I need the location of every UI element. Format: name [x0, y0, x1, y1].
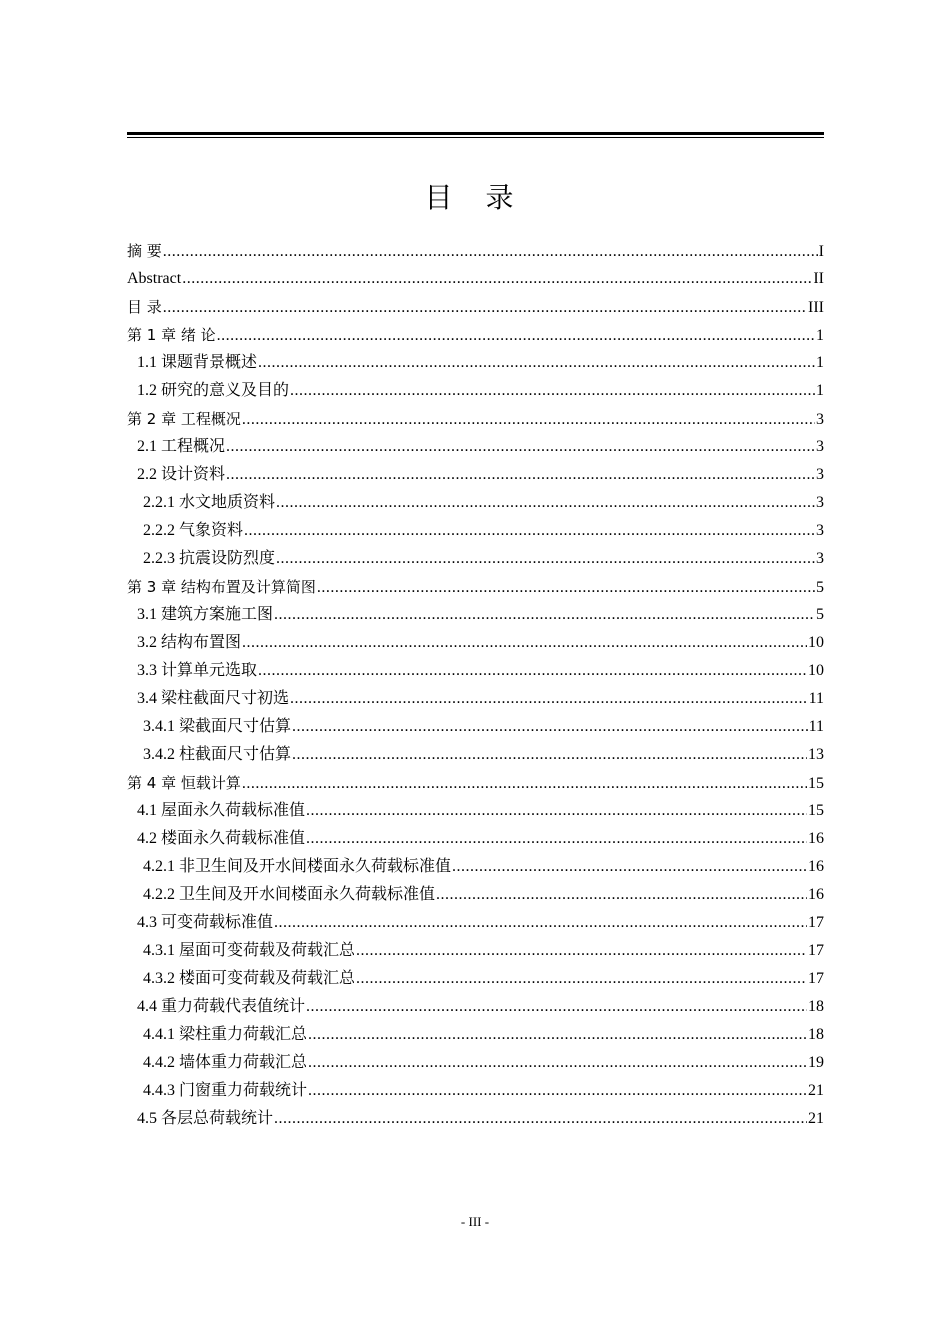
- table-of-contents: [127, 237, 824, 1133]
- toc-entry-page: 11: [808, 690, 824, 707]
- toc-entry-page: 17: [808, 970, 824, 987]
- toc-entry-page: 16: [808, 830, 824, 847]
- toc-dot-leader: [452, 853, 807, 881]
- toc-entry[interactable]: [127, 461, 824, 489]
- toc-entry[interactable]: [127, 349, 824, 377]
- toc-entry-label: 4.5 各层总荷载统计: [137, 1110, 274, 1127]
- toc-entry-page: I: [818, 243, 824, 260]
- toc-entry-label: 1.1 课题背景概述: [137, 354, 258, 371]
- toc-entry-label: 4.4.3 门窗重力荷载统计: [143, 1082, 308, 1099]
- toc-entry-label: 2.2.2 气象资料: [143, 522, 244, 539]
- toc-dot-leader: [308, 1049, 807, 1077]
- toc-entry-page: 18: [808, 1026, 824, 1043]
- toc-entry[interactable]: [127, 601, 824, 629]
- toc-dot-leader: [242, 406, 815, 434]
- toc-entry[interactable]: [127, 825, 824, 853]
- toc-entry[interactable]: [127, 657, 824, 685]
- toc-entry[interactable]: [127, 1049, 824, 1077]
- toc-entry[interactable]: [127, 741, 824, 769]
- toc-entry-label: 3.4.1 梁截面尺寸估算: [143, 718, 292, 735]
- toc-entry-label: Abstract: [127, 270, 182, 287]
- toc-entry[interactable]: [127, 769, 824, 797]
- toc-entry[interactable]: [127, 629, 824, 657]
- toc-dot-leader: [290, 685, 808, 713]
- toc-entry-page: 18: [808, 998, 824, 1015]
- toc-entry[interactable]: [127, 545, 824, 573]
- toc-entry[interactable]: [127, 797, 824, 825]
- toc-dot-leader: [242, 629, 807, 657]
- toc-dot-leader: [306, 993, 807, 1021]
- toc-dot-leader: [217, 322, 815, 350]
- toc-entry-page: 5: [816, 606, 824, 623]
- toc-entry-page: 15: [808, 775, 824, 792]
- toc-entry-label: 2.2.3 抗震设防烈度: [143, 550, 276, 567]
- toc-dot-leader: [306, 825, 807, 853]
- toc-entry-label: 3.3 计算单元选取: [137, 662, 258, 679]
- toc-entry-label: 目 录: [127, 298, 162, 316]
- toc-entry-label: 3.4 梁柱截面尺寸初选: [137, 690, 290, 707]
- toc-dot-leader: [182, 265, 812, 293]
- toc-entry[interactable]: [127, 853, 824, 881]
- toc-entry-label: 第 2 章 工程概况: [127, 410, 241, 428]
- toc-entry[interactable]: [127, 489, 824, 517]
- toc-entry[interactable]: [127, 965, 824, 993]
- toc-dot-leader: [274, 601, 815, 629]
- toc-dot-leader: [226, 461, 815, 489]
- toc-entry[interactable]: [127, 237, 824, 265]
- toc-entry[interactable]: [127, 573, 824, 601]
- toc-entry-page: 10: [808, 662, 824, 679]
- toc-entry-label: 4.2 楼面永久荷载标准值: [137, 830, 306, 847]
- toc-dot-leader: [258, 349, 815, 377]
- toc-entry-label: 4.2.1 非卫生间及开水间楼面永久荷载标准值: [143, 858, 452, 875]
- toc-entry[interactable]: [127, 993, 824, 1021]
- toc-dot-leader: [308, 1021, 807, 1049]
- toc-entry-page: 3: [816, 522, 824, 539]
- toc-dot-leader: [274, 1105, 807, 1133]
- toc-entry[interactable]: [127, 1021, 824, 1049]
- page-title: 目 录: [424, 181, 526, 214]
- toc-entry[interactable]: [127, 265, 824, 293]
- toc-dot-leader: [292, 713, 808, 741]
- toc-entry[interactable]: [127, 517, 824, 545]
- toc-entry-label: 2.2.1 水文地质资料: [143, 494, 276, 511]
- toc-entry-label: 4.4 重力荷载代表值统计: [137, 998, 306, 1015]
- toc-entry[interactable]: [127, 685, 824, 713]
- toc-entry-page: 1: [816, 382, 824, 399]
- toc-entry-page: 21: [808, 1110, 824, 1127]
- toc-entry-page: 16: [808, 858, 824, 875]
- toc-entry-page: 13: [808, 746, 824, 763]
- toc-entry-label: 第 3 章 结构布置及计算简图: [127, 578, 316, 596]
- toc-entry-label: 3.4.2 柱截面尺寸估算: [143, 746, 292, 763]
- toc-dot-leader: [356, 937, 807, 965]
- toc-entry[interactable]: [127, 293, 824, 321]
- toc-dot-leader: [276, 489, 815, 517]
- toc-dot-leader: [306, 797, 807, 825]
- toc-entry-label: 4.3.1 屋面可变荷载及荷载汇总: [143, 942, 356, 959]
- toc-entry-label: 4.2.2 卫生间及开水间楼面永久荷载标准值: [143, 886, 436, 903]
- toc-dot-leader: [274, 909, 807, 937]
- toc-entry[interactable]: [127, 433, 824, 461]
- toc-entry[interactable]: [127, 321, 824, 349]
- toc-entry-page: 3: [816, 550, 824, 567]
- toc-entry-label: 4.4.1 梁柱重力荷载汇总: [143, 1026, 308, 1043]
- toc-entry-label: 4.1 屋面永久荷载标准值: [137, 802, 306, 819]
- toc-entry-page: 15: [808, 802, 824, 819]
- toc-dot-leader: [317, 574, 815, 602]
- toc-dot-leader: [226, 433, 815, 461]
- header-rule-thin: [127, 137, 824, 138]
- toc-entry[interactable]: [127, 937, 824, 965]
- header-rule-thick: [127, 132, 824, 135]
- toc-entry[interactable]: [127, 377, 824, 405]
- toc-entry-label: 2.2 设计资料: [137, 466, 226, 483]
- toc-entry-page: 17: [808, 942, 824, 959]
- toc-entry-label: 3.1 建筑方案施工图: [137, 606, 274, 623]
- toc-entry-page: 3: [816, 494, 824, 511]
- toc-entry-page: 11: [808, 718, 824, 735]
- page-footer-number: - III -: [460, 1214, 490, 1229]
- toc-entry-page: 16: [808, 886, 824, 903]
- toc-entry[interactable]: [127, 405, 824, 433]
- toc-entry-page: 3: [816, 411, 824, 428]
- toc-entry-page: 21: [808, 1082, 824, 1099]
- toc-entry-page: II: [813, 270, 824, 287]
- toc-entry-page: 1: [816, 354, 824, 371]
- toc-entry-label: 4.3 可变荷载标准值: [137, 914, 274, 931]
- toc-dot-leader: [308, 1077, 807, 1105]
- toc-dot-leader: [276, 545, 815, 573]
- toc-dot-leader: [244, 517, 815, 545]
- toc-dot-leader: [290, 377, 815, 405]
- toc-entry-label: 4.3.2 楼面可变荷载及荷载汇总: [143, 970, 356, 987]
- toc-entry-label: 摘 要: [127, 242, 162, 260]
- toc-entry-label: 第 1 章 绪 论: [127, 326, 216, 344]
- toc-dot-leader: [163, 238, 818, 266]
- toc-entry[interactable]: [127, 1105, 824, 1133]
- toc-entry-page: 5: [816, 579, 824, 596]
- toc-dot-leader: [258, 657, 807, 685]
- toc-entry-label: 2.1 工程概况: [137, 438, 226, 455]
- toc-entry[interactable]: [127, 1077, 824, 1105]
- toc-dot-leader: [242, 770, 807, 798]
- toc-dot-leader: [356, 965, 807, 993]
- toc-entry-page: 1: [816, 327, 824, 344]
- toc-entry-page: 3: [816, 438, 824, 455]
- toc-dot-leader: [292, 741, 807, 769]
- toc-entry-page: 3: [816, 466, 824, 483]
- toc-entry-label: 3.2 结构布置图: [137, 634, 242, 651]
- toc-entry[interactable]: [127, 881, 824, 909]
- toc-entry-page: 17: [808, 914, 824, 931]
- toc-dot-leader: [163, 294, 807, 322]
- toc-entry[interactable]: [127, 909, 824, 937]
- toc-dot-leader: [436, 881, 807, 909]
- toc-entry[interactable]: [127, 713, 824, 741]
- toc-entry-page: 19: [808, 1054, 824, 1071]
- toc-entry-label: 4.4.2 墙体重力荷载汇总: [143, 1054, 308, 1071]
- toc-entry-page: III: [808, 299, 824, 316]
- toc-entry-label: 1.2 研究的意义及目的: [137, 382, 290, 399]
- toc-entry-page: 10: [808, 634, 824, 651]
- toc-entry-label: 第 4 章 恒载计算: [127, 774, 241, 792]
